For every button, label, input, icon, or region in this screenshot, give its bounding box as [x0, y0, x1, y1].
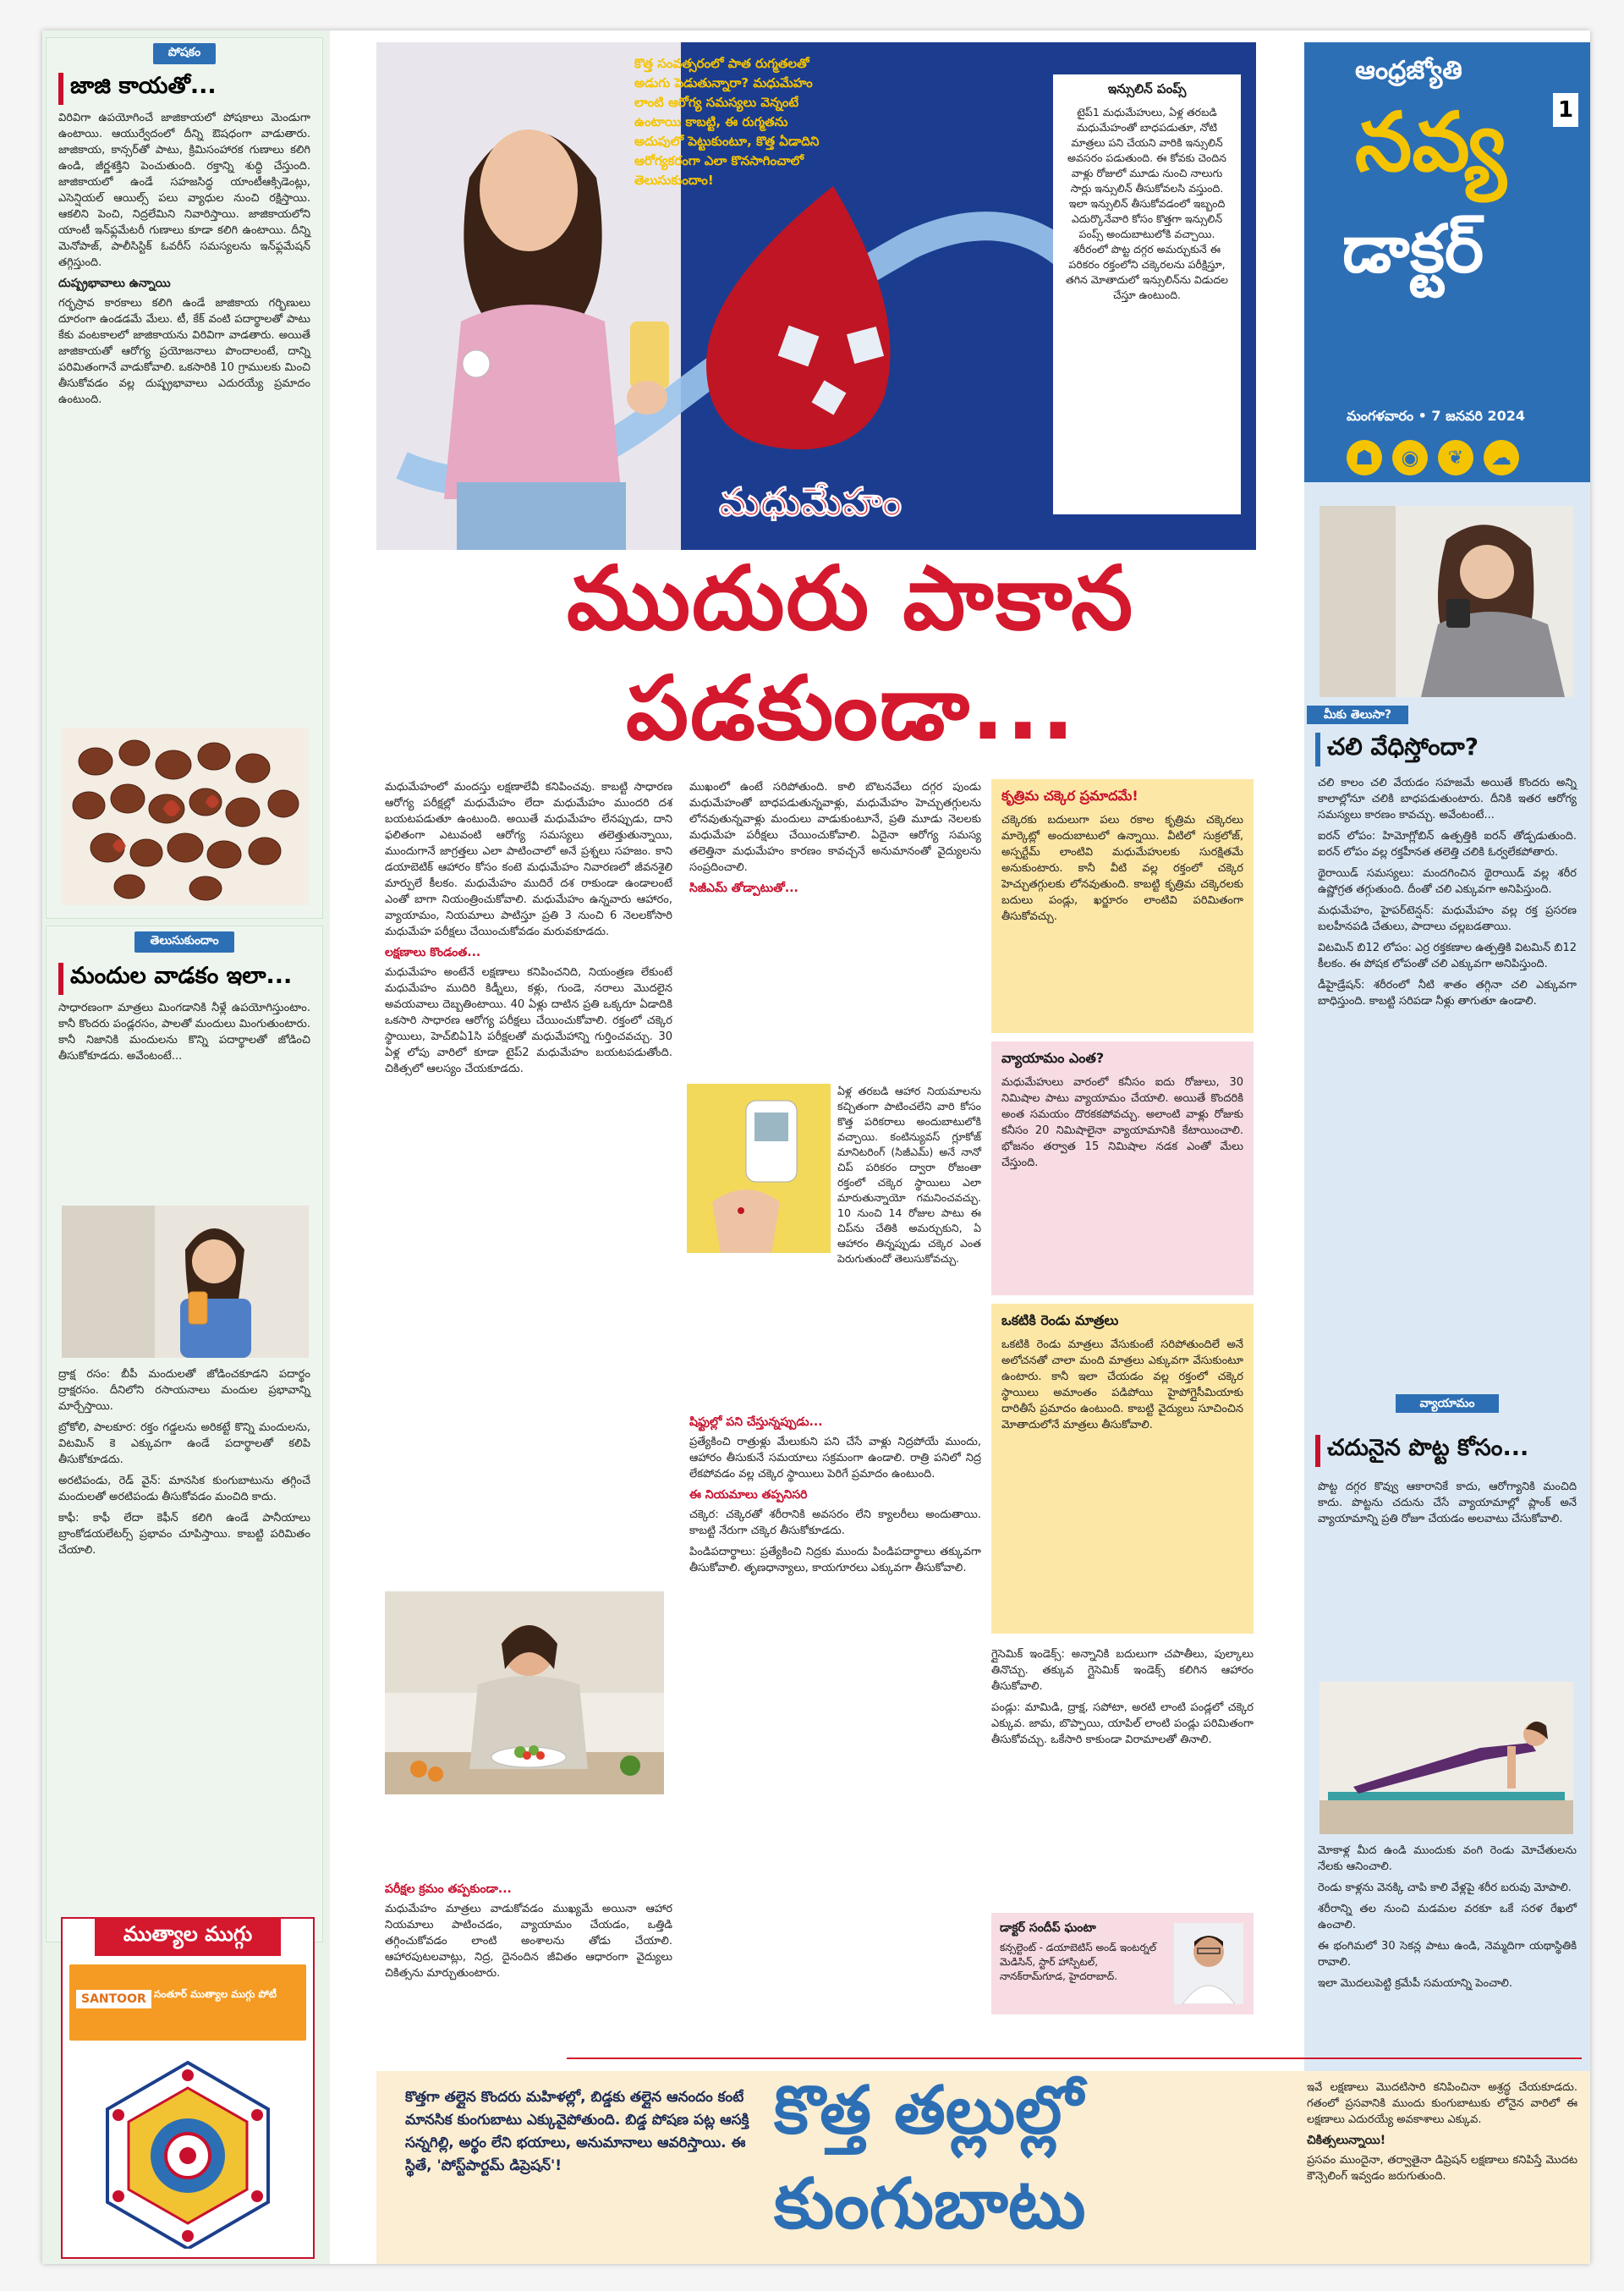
exercise-tag-text: వ్యాయామం	[1396, 1394, 1498, 1413]
medicine-item-2: బ్రోకోలి, పాలకూర: రక్తం గడ్డలను అరికట్టే కొన్ని మందులను, విటమిన్ కె ఎక్కువగా ఉండే పదార్థాలతో కలిపి తీసుకోకూడదు.	[58, 1421, 310, 1466]
exercise-step-4: ఈ భంగిమలో 30 సెకన్ల పాటు ఉండి, నెమ్మదిగా యథాస్థితికి రావాలి.	[1318, 1940, 1577, 1969]
medicine-item-1: ద్రాక్ష రసం: బీపీ మందులతో జోడించకూడని పదార్థం ద్రాక్షరసం. దీనిలోని రసాయనాలు మందుల ప్రభావాన్ని మార్చేస్తాయి.	[58, 1368, 310, 1413]
nutrition-subhead: దుష్ప్రభావాలు ఉన్నాయి	[58, 277, 171, 290]
medicine-item-3: అరటిపండు, రెడ్ వైన్: మానసిక కుంగుబాటును తగ్గించే మందులతో అరటిపండు తీసుకోవడం మంచిది కాదు.	[58, 1475, 310, 1503]
glycemic-index-item: గ్లైసెమిక్ ఇండెక్స్: అన్నానికి బదులుగా చపాతీలు, పుల్కాలు తినొచ్చు. తక్కువ గ్లైసెమిక్ ఇండెక్స్ కలిగిన ఆహారం తీసుకోవాలి.	[991, 1648, 1254, 1693]
rangoli-title: ముత్యాల ముగ్గు	[95, 1917, 281, 1956]
doctor-credit	[991, 1913, 1254, 2014]
article-col1-text-b: మధుమేహం అంటేనే లక్షణాలు కనిపించనిది, నియంత్రణ లేకుంటే మధుమేహం ముదిరి కిడ్నీలు, కళ్లు, గుండె, నరాలు మొదలైన అవయవాలు దెబ్బతింటాయి. 40 ఏళ్లు దాటిన ప్రతి ఒక్కరూ ఏడాదికి ఒకసారి సాధారణ ఆరోగ్య పరీక్షలు చేయించుకోవాలి. రక్తంలో చక్కెర స్థాయిలు, హెచ్‌బిఏ1సి పరీక్షలతో మధుమేహాన్ని గుర్తించవచ్చు. 30 ఏళ్ల లోపు వారిలో కూడా టైప్2 మధుమేహం బయటపడుతోంది. చికిత్సలో ఆలస్యం చేయకూడదు.	[385, 966, 672, 1075]
insulin-title: ఇన్సులిన్ పంప్స్	[1107, 81, 1187, 96]
bottom-divider	[567, 2058, 1582, 2059]
cold-item-1: ఐరన్ లోపం: హిమోగ్లోబిన్ ఉత్పత్తికి ఐరన్ తోడ్పడుతుంది. ఐరన్ లోపం వల్ల రక్తహీనత తలెత్తి చలికి ఓర్వలేకపోతారు.	[1318, 830, 1577, 859]
article-col1-text: మధుమేహంలో మందస్తు లక్షణాలేవీ కనిపించవు. కాబట్టి సాధారణ ఆరోగ్య పరీక్షల్లో మధుమేహం లేదా మధుమేహం ముందరి దశ బయటపడుతూ ఉంటుంది. అయితే మధుమేహం లేనప్పుడు, దాని ఫలితంగా ఎటువంటి ఆరోగ్య సమస్యలు తలెత్తుతున్నాయి, ముందుగానే జాగ్రత్తలు ఎలా పాటించాలో అనే ప్రశ్నలు సహజం. కాని డయాబెటిక్ ఆహారం కోసం కంటె మధుమేహం నివారణలో జీవనశైలి మార్పులే కీలకం. మధుమేహం ముదిరే దశ రాకుండా ఉండాలంటే ఎంతో బాగా నియంత్రించుకోవాలి. మధుమేహం ఉన్నవారు ఆహారం, వ్యాయామం, నియమాలు పాటిస్తూ ప్రతి 3 నుంచి 6 నెలలకోసారి మధుమేహ పరీక్షలు చేయించుకోవడం మరువకూడదు.	[385, 781, 672, 938]
exercise-title: చదునైన పొట్ట కోసం...	[1315, 1435, 1528, 1467]
exercise-step-3: శరీరాన్ని తల నుంచి మడమల వరకూ ఒకే సరళ రేఖలో ఉంచాలి.	[1318, 1903, 1577, 1931]
nutrition-body-2: గర్భస్రావ కారకాలు కలిగి ఉండే జాజికాయ గర్భిణులు దూరంగా ఉండడమే మేలు. టీ, కేక్ వంటి పదార్థాలతో పాటు కేకు వంటకాలలో జాజికాయను విరివిగా వాడతారు. అయితే జాజికాయతో ఆరోగ్య ప్రయోజనాలు పొందాలంటే, దాన్ని పరిమితంగానే వాడుకోవాలి. ఒకసారికి 10 గ్రాములకు మించి తీసుకోవడం వల్ల దుష్ప్రభావాలు ఎదురయ్యే ప్రమాదం ఉంటుంది.	[58, 297, 310, 406]
double-dose-box	[991, 1304, 1254, 1634]
article-col1-subhead: లక్షణాలు కొండంత...	[385, 946, 481, 959]
article-col2-subhead-2: షిఫ్టుల్లో పని చేస్తున్నప్పుడు...	[689, 1415, 823, 1429]
artificial-sugar-title: కృత్రిమ చక్కెర ప్రమాదమే!	[1001, 788, 1138, 804]
hero-kicker: మధుమేహం	[719, 479, 903, 525]
exercise-box	[991, 1041, 1254, 1295]
cold-woman-photo	[1320, 506, 1573, 697]
postpartum-headline-2: కుంగుబాటు	[774, 2164, 1086, 2244]
double-dose-title: ఒకటికి రెండు మాత్రలు	[1001, 1312, 1119, 1328]
exercise-step-2: రెండు కాళ్లను వెనక్కి చాపి కాలి వేళ్లపై శరీర బరువు మోపాలి.	[1318, 1882, 1572, 1894]
medicines-tag: తెలుసుకుందాం	[134, 931, 233, 953]
article-col1-text-c: మధుమేహం మాత్రలు వాడుకోవడం ముఖ్యమే అయినా ఆహార నియమాలు పాటించడం, వ్యాయామం చేయడం, ఒత్తిడి తగ్గించుకోవడం లాంటి అంశాలను తోడు చేయాలి. ఆహారపుటలవాట్లు, నిద్ర, దైనందిన జీవితం ఆధారంగా వైద్యులు చికిత్సను మార్చుతుంటారు.	[385, 1903, 672, 1980]
cold-body	[1318, 775, 1577, 1014]
rangoli-pattern	[80, 2046, 296, 2249]
cold-item-2: థైరాయిడ్ సమస్యలు: మందగించిన థైరాయిడ్ వల్ల శరీర ఉష్ణోగ్రత తగ్గుతుంది. దీంతో చలి ఎక్కువగా అనిపిస్తుంది.	[1318, 867, 1577, 896]
doctor-title: కన్సల్టెంట్ - డయాబెటిస్ అండ్ ఇంటర్నల్ మెడిసిన్, స్టార్ హాస్పిటల్, నానక్‌రామ్‌గూడ, హైదరాబాద్.	[1000, 1942, 1156, 1982]
postpartum-headline-1: కొత్త తల్లుల్లో	[774, 2073, 1084, 2149]
eye-icon: ◉	[1392, 440, 1428, 475]
cold-item-4: విటమిన్ బి12 లోపం: ఎర్ర రక్తకణాల ఉత్పత్తికి విటమిన్ బి12 కీలకం. ఈ పోషక లోపంతో చలి ఎక్కువగా అనిపిస్తుంది.	[1318, 942, 1577, 970]
stomach-icon: ☗	[1347, 440, 1382, 475]
article-column-2	[689, 779, 981, 900]
exercise-steps	[1318, 1843, 1577, 1997]
exercise-box-title: వ్యాయామం ఎంత?	[1001, 1050, 1105, 1066]
insulin-box	[1053, 74, 1241, 514]
postpartum-side	[1307, 2079, 1577, 2189]
artificial-sugar-text: చక్కెరకు బదులుగా పలు రకాల కృత్రిమ చక్కెరలు మార్కెట్లో అందుబాటులో ఉన్నాయి. వీటిలో సుక్రలోజ్, అస్పర్టేమ్ లాంటివి మధుమేహులకు సురక్షితమే అనుకుంటారు. కానీ వీటి వల్ల రక్తంలో చక్కెర హెచ్చుతగ్గులకు లోనవుతుంది. కాబట్టి కృత్రిమ చక్కెరలకు బదులు పండ్లు, ఖర్జూరం లాంటివి పరిమితంగా తీసుకోవచ్చు.	[1001, 814, 1243, 923]
exercise-tag	[1304, 1394, 1590, 1413]
masthead-date: మంగళవారం • 7 జనవరి 2024	[1347, 408, 1526, 424]
nutrition-body: విరివిగా ఉపయోగించే జాజికాయలో పోషకాలు మెండుగా ఉంటాయి. ఆయుర్వేదంలో దీన్ని ఔషధంగా వాడుతారు. జాజికాయ, కాన్సర్‌తో పాటు, క్రిమిసంహారక గుణాలు కలిగి ఉండి, జీర్ణశక్తిని పెంచుతుంది. రక్తాన్ని శుద్ధి చేస్తుంది. జాజికాయలో ఉండే సహజసిద్ధ యాంటీఆక్సిడెంట్లు, ఎసెన్షియల్ ఆయిల్స్ పలు వ్యాధుల నుంచి రక్షిస్తాయి. ఆకలిని పెంచి, నిద్రలేమిని నివారిస్తాయి. జాజికాయలోని యాంటీ ఇన్‌ఫ్లమేటరీ గుణాలు కూడా కలిగి ఉంటాయి. దీన్ని మెనోపాజ్, పాలీసిస్టిక్ ఓవరీస్ సమస్యలను ఇన్‌ఫ్లమేషన్ తగ్గిస్తుంది.	[58, 112, 310, 269]
santoor-logo: SANTOOR	[76, 1990, 151, 2008]
plank-photo	[1320, 1682, 1573, 1834]
article-col1-subhead-2: పరీక్షల క్రమం తప్పకుండా...	[385, 1882, 512, 1896]
hero-headline-1: ముదురు పాకాన	[567, 547, 1135, 650]
article-column-3-text	[991, 1646, 1254, 1753]
postpartum-section	[376, 2071, 1590, 2264]
santoor-ad	[69, 1964, 306, 2041]
santoor-ad-text: సంతూర్ ముత్యాల ముగ్గు పోటీ	[154, 1988, 277, 2000]
newspaper-page	[42, 30, 1590, 2264]
masthead	[1304, 42, 1590, 482]
medicine-item-4: కాఫీ: కాఫీ లేదా కెఫీన్ కలిగి ఉండే పానీయాలు బ్రాంకోడయలేటర్స్ ప్రభావం చూపిస్తాయి. కాబట్టి పరిమితం చేయాలి.	[58, 1512, 310, 1557]
exercise-body: పొట్ట దగ్గర కొవ్వు ఆకారానికే కాదు, ఆరోగ్యానికి మంచిది కాదు. పొట్టను చదును చేసే వ్యాయామాల్లో ప్లాంక్ అనే వ్యాయామాన్ని ప్రతి రోజూ చేయడం అలవాటు చేసుకోవాలి.	[1318, 1481, 1577, 1525]
nutrition-tag: పోషకం	[153, 43, 217, 64]
organ-icons	[1347, 440, 1519, 475]
exercise-step-1: మోకాళ్ల మీద ఉండి ముందుకు వంగి రెండు మోచేతులను నేలకు ఆనించాలి.	[1318, 1844, 1577, 1873]
cold-item-5: డీహైడ్రేషన్: శరీరంలో నీటి శాతం తగ్గినా చలి ఎక్కువగా బాధిస్తుంది. కాబట్టి సరిపడా నీళ్లు తాగుతూ ఉండాలి.	[1318, 979, 1577, 1008]
postpartum-side-text: ఇవే లక్షణాలు మొదటిసారి కనిపించినా అశ్రద్ధ చేయకూడదు. గతంలో ప్రసవానికి ముందు కుంగుబాటుకు లోనైన వారిలో ఈ లక్షణాలు ఎదురయ్యే అవకాశాలు ఎక్కువ.	[1307, 2081, 1577, 2126]
medicines-body: సాధారణంగా మాత్రలు మింగడానికి నీళ్లే ఉపయోగిస్తుంటాం. కానీ కొందరు పండ్లరసం, పాలతో మందులు మింగుతుంటారు. కానీ నిజానికి మందులను కొన్ని పదార్థాలతో జోడించి తీసుకోకూడదు. అవేంటంటే...	[58, 1002, 310, 1063]
artificial-sugar-box	[991, 779, 1254, 1033]
nutrition-title: జాజి కాయతో...	[58, 73, 310, 105]
hero-headline-2: పడకుండా...	[626, 657, 1077, 760]
did-you-know-tag	[1307, 706, 1408, 724]
juice-photo	[62, 1206, 309, 1358]
page-number: 1	[1553, 93, 1578, 127]
exercise-step-5: ఇలా మొదలుపెట్టి క్రమేపీ సమయాన్ని పెంచాలి.	[1318, 1977, 1513, 1990]
article-column-1b	[385, 1876, 672, 1986]
postpartum-side-text-2: ప్రసవం ముందైనా, తర్వాతైనా డిప్రెషన్ లక్షణాలు కనిపిస్తే మొదట కౌన్సెలింగ్ ఇవ్వడం జరుగుతుంది.	[1307, 2154, 1577, 2183]
masthead-brand: ఆంధ్రజ్యోతి	[1355, 56, 1462, 85]
cold-item-3: మధుమేహం, హైపర్‌టెన్షన్: మధుమేహం వల్ల రక్త ప్రసరణ బలహీనపడి చేతులు, పాదాలు చల్లబడతాయి.	[1318, 904, 1577, 933]
article-column-2b	[689, 1409, 981, 1581]
brain-icon: ☁	[1484, 440, 1519, 475]
doctor-name: డాక్టర్ సందీప్ ఘంటా	[1000, 1921, 1096, 1935]
did-you-know-text: మీకు తెలుసా?	[1307, 706, 1408, 724]
masthead-title-2: డాక్టర్	[1342, 212, 1484, 288]
woman-eating-photo	[385, 1591, 664, 1794]
medicines-section	[46, 926, 323, 1942]
article-col2-cgm: ఏళ్ల తరబడి ఆహార నియమాలను కచ్చితంగా పాటించలేని వారి కోసం కొత్త పరికరాలు అందుబాటులోకి వచ్చాయి. కంటిన్యువస్ గ్లూకోజ్ మానిటరింగ్ (సిజీఎమ్) అనే నానో చిప్ పరికరం ద్వారా రోజంతా రక్తంలో చక్కెర స్థాయిలు ఎలా మారుతున్నాయో గమనించవచ్చు. 10 నుంచి 14 రోజుల పాటు ఈ చిప్‌ను చేతికి అమర్చుకుని, ఏ ఆహారం తిన్నప్పుడు చక్కెర ఎంత పెరుగుతుందో తెలుసుకోవచ్చు.	[837, 1085, 981, 1265]
article-column-1	[385, 779, 672, 1082]
fruits-item: పండ్లు: మామిడి, ద్రాక్ష, సపోటా, అరటి లాంటి పండ్లలో చక్కెర ఎక్కువ. జామ, బొప్పాయి, యాపిల్ లాంటి పండ్లు పరిమితంగా తీసుకోవచ్చు. ఒకేసారి కాకుండా విరామాలతో తినాలి.	[991, 1701, 1254, 1746]
nutrition-section	[46, 37, 323, 919]
article-col2-subhead: సిజీఎమ్ తోడ్పాటుతో...	[689, 882, 798, 895]
article-col2-subhead-3: ఈ నియమాలు తప్పనిసరి	[689, 1488, 808, 1502]
rangoli-section	[61, 1917, 315, 2259]
postpartum-intro: కొత్తగా తల్లైన కొందరు మహిళల్లో, బిడ్డకు తల్లైన ఆనందం కంటే మానసిక కుంగుబాటు ఎక్కువైపోతుంది. బిడ్డ పోషణ పట్ల ఆసక్తి సన్నగిల్లి, అర్థం లేని భయాలు, అనుమానాలు ఆవరిస్తాయి. ఈ స్థితే, 'పోస్ట్‌పార్టమ్ డిప్రెషన్'!	[405, 2089, 749, 2174]
cold-title: చలి వేధిస్తోందా?	[1315, 733, 1479, 766]
cold-intro: చలి కాలం చలి వేయడం సహజమే అయితే కొందరు అన్ని కాలాల్లోనూ చలికి బాధపడుతుంటారు. దీనికి ఇతర ఆరోగ్య సమస్యలు కారణం కావచ్చు. అవేంటంటే...	[1318, 777, 1577, 821]
hero-intro: కొత్త సంవత్సరంలో పాత రుగ్మతలతో అడుగు పెడుతున్నారా? మధుమేహం లాంటి ఆరోగ్య సమస్యలు వెన్నంటే ఉంటాయి కాబట్టి, ఈ రుగ్మతను అదుపులో పెట్టుకుంటూ, కొత్త ఏడాదిని ఆరోగ్యకరంగా ఎలా కొనసాగించాలో తెలుసుకుందాం!	[634, 56, 820, 188]
article-col2-text: ముఖంలో ఉంటే సరిపోతుంది. కాలి బొటనవేలు దగ్గర పుండు మధుమేహంతో బాధపడుతున్నవాళ్లు, మధుమేహం హెచ్చుతగ్గులను లోనవుతున్నవాళ్లు మందులు వాడుకుంటూనే, ప్రతి మూడు నెలలకు మధుమేహ పరీక్షలు చేయించుకోవాలి. ఏదైనా ఆరోగ్య సమస్య తలెత్తినా మధుమేహం కారణం కావచ్చనే అనుమానంతో వైద్యులను సంప్రదించాలి.	[689, 781, 981, 874]
exercise-box-text: మధుమేహులు వారంలో కనీసం ఐదు రోజులు, 30 నిమిషాల పాటు వ్యాయామం చేయాలి. అయితే కొందరికి అంత సమయం దొరకకపోవచ్చు. అలాంటి వాళ్లు రోజుకు కనీసం 20 నిమిషాలైనా వ్యాయామానికి కేటాయించాలి. భోజనం తర్వాత 15 నిమిషాల నడక ఎంతో మేలు చేస్తుంది.	[1001, 1076, 1243, 1169]
glucometer-photo	[687, 1084, 831, 1253]
postpartum-side-subhead: చికిత్సలున్నాయి!	[1307, 2134, 1386, 2147]
article-col2-rule-1: చక్కెర: చక్కెరతో శరీరానికి అవసరం లేని క్యాలరీలు అందుతాయి. కాబట్టి నేరుగా చక్కెర తీసుకోకూడదు.	[689, 1508, 981, 1537]
medicines-title: మందుల వాడకం ఇలా...	[58, 963, 310, 995]
lungs-icon: ❦	[1438, 440, 1473, 475]
doctor-photo	[1174, 1923, 1243, 2004]
masthead-title-1: నవ్య	[1355, 95, 1506, 190]
article-col2-rule-2: పిండిపదార్థాలు: ప్రత్యేకించి నిద్రకు ముందు పిండిపదార్థాలు తక్కువగా తీసుకోవాలి. తృణధాన్యాలు, కాయగూరలు ఎక్కువగా తీసుకోవాలి.	[689, 1546, 981, 1574]
article-col2-text-c: ప్రత్యేకించి రాత్రుళ్లు మేలుకుని పని చేసే వాళ్లు నిద్రపోయే ముందు, ఆహారం తీసుకునే సమయాలు సక్రమంగా ఉండాలి. రాత్రి పనిలో నిద్ర లేకపోవడం వల్ల చక్కెర స్థాయిలు పెరిగే ప్రమాదం ఉంటుంది.	[689, 1436, 981, 1481]
nutmeg-photo	[62, 728, 309, 905]
double-dose-text: ఒకటికి రెండు మాత్రలు వేసుకుంటే సరిపోతుందిలే అనే అలోచనతో చాలా మంది మాత్రలు ఎక్కువగా వేసుకుంటూ ఉంటారు. కానీ ఇలా చేయడం వల్ల రక్తంలో చక్కెర స్థాయిలు అమాంతం పడిపోయి హైపోగ్లైసీమియాకు దారితీసే ప్రమాదం ఉంటుంది. కాబట్టి వైద్యులు సూచించిన మోతాదులోనే మాత్రలు తీసుకోవాలి.	[1001, 1338, 1243, 1431]
insulin-body: టైప్1 మధుమేహులు, ఏళ్ల తరబడి మధుమేహంతో బాధపడుతూ, నోటి మాత్రలు పని చేయని వారికి ఇన్సులిన్ అవసరం పడుతుంది. ఈ కోవకు చెందిన వాళ్లు రోజులో మూడు నుంచి నాలుగు సార్లు ఇన్సులిన్ తీసుకోవలసి వస్తుంది. ఇలా ఇన్సులిన్ తీసుకోవడంలో ఇబ్బంది ఎదుర్కొనేవారి కోసం కొత్తగా ఇన్సులిన్ పంప్స్ అందుబాటులోకి వచ్చాయి. శరీరంలో పొట్ట దగ్గర అమర్చుకునే ఈ పరికరం రక్తంలోని చక్కెరలను పరీక్షిస్తూ, తగిన మోతాదులో ఇన్సులిన్‌ను విడుదల చేస్తూ ఉంటుంది.	[1065, 106, 1229, 301]
